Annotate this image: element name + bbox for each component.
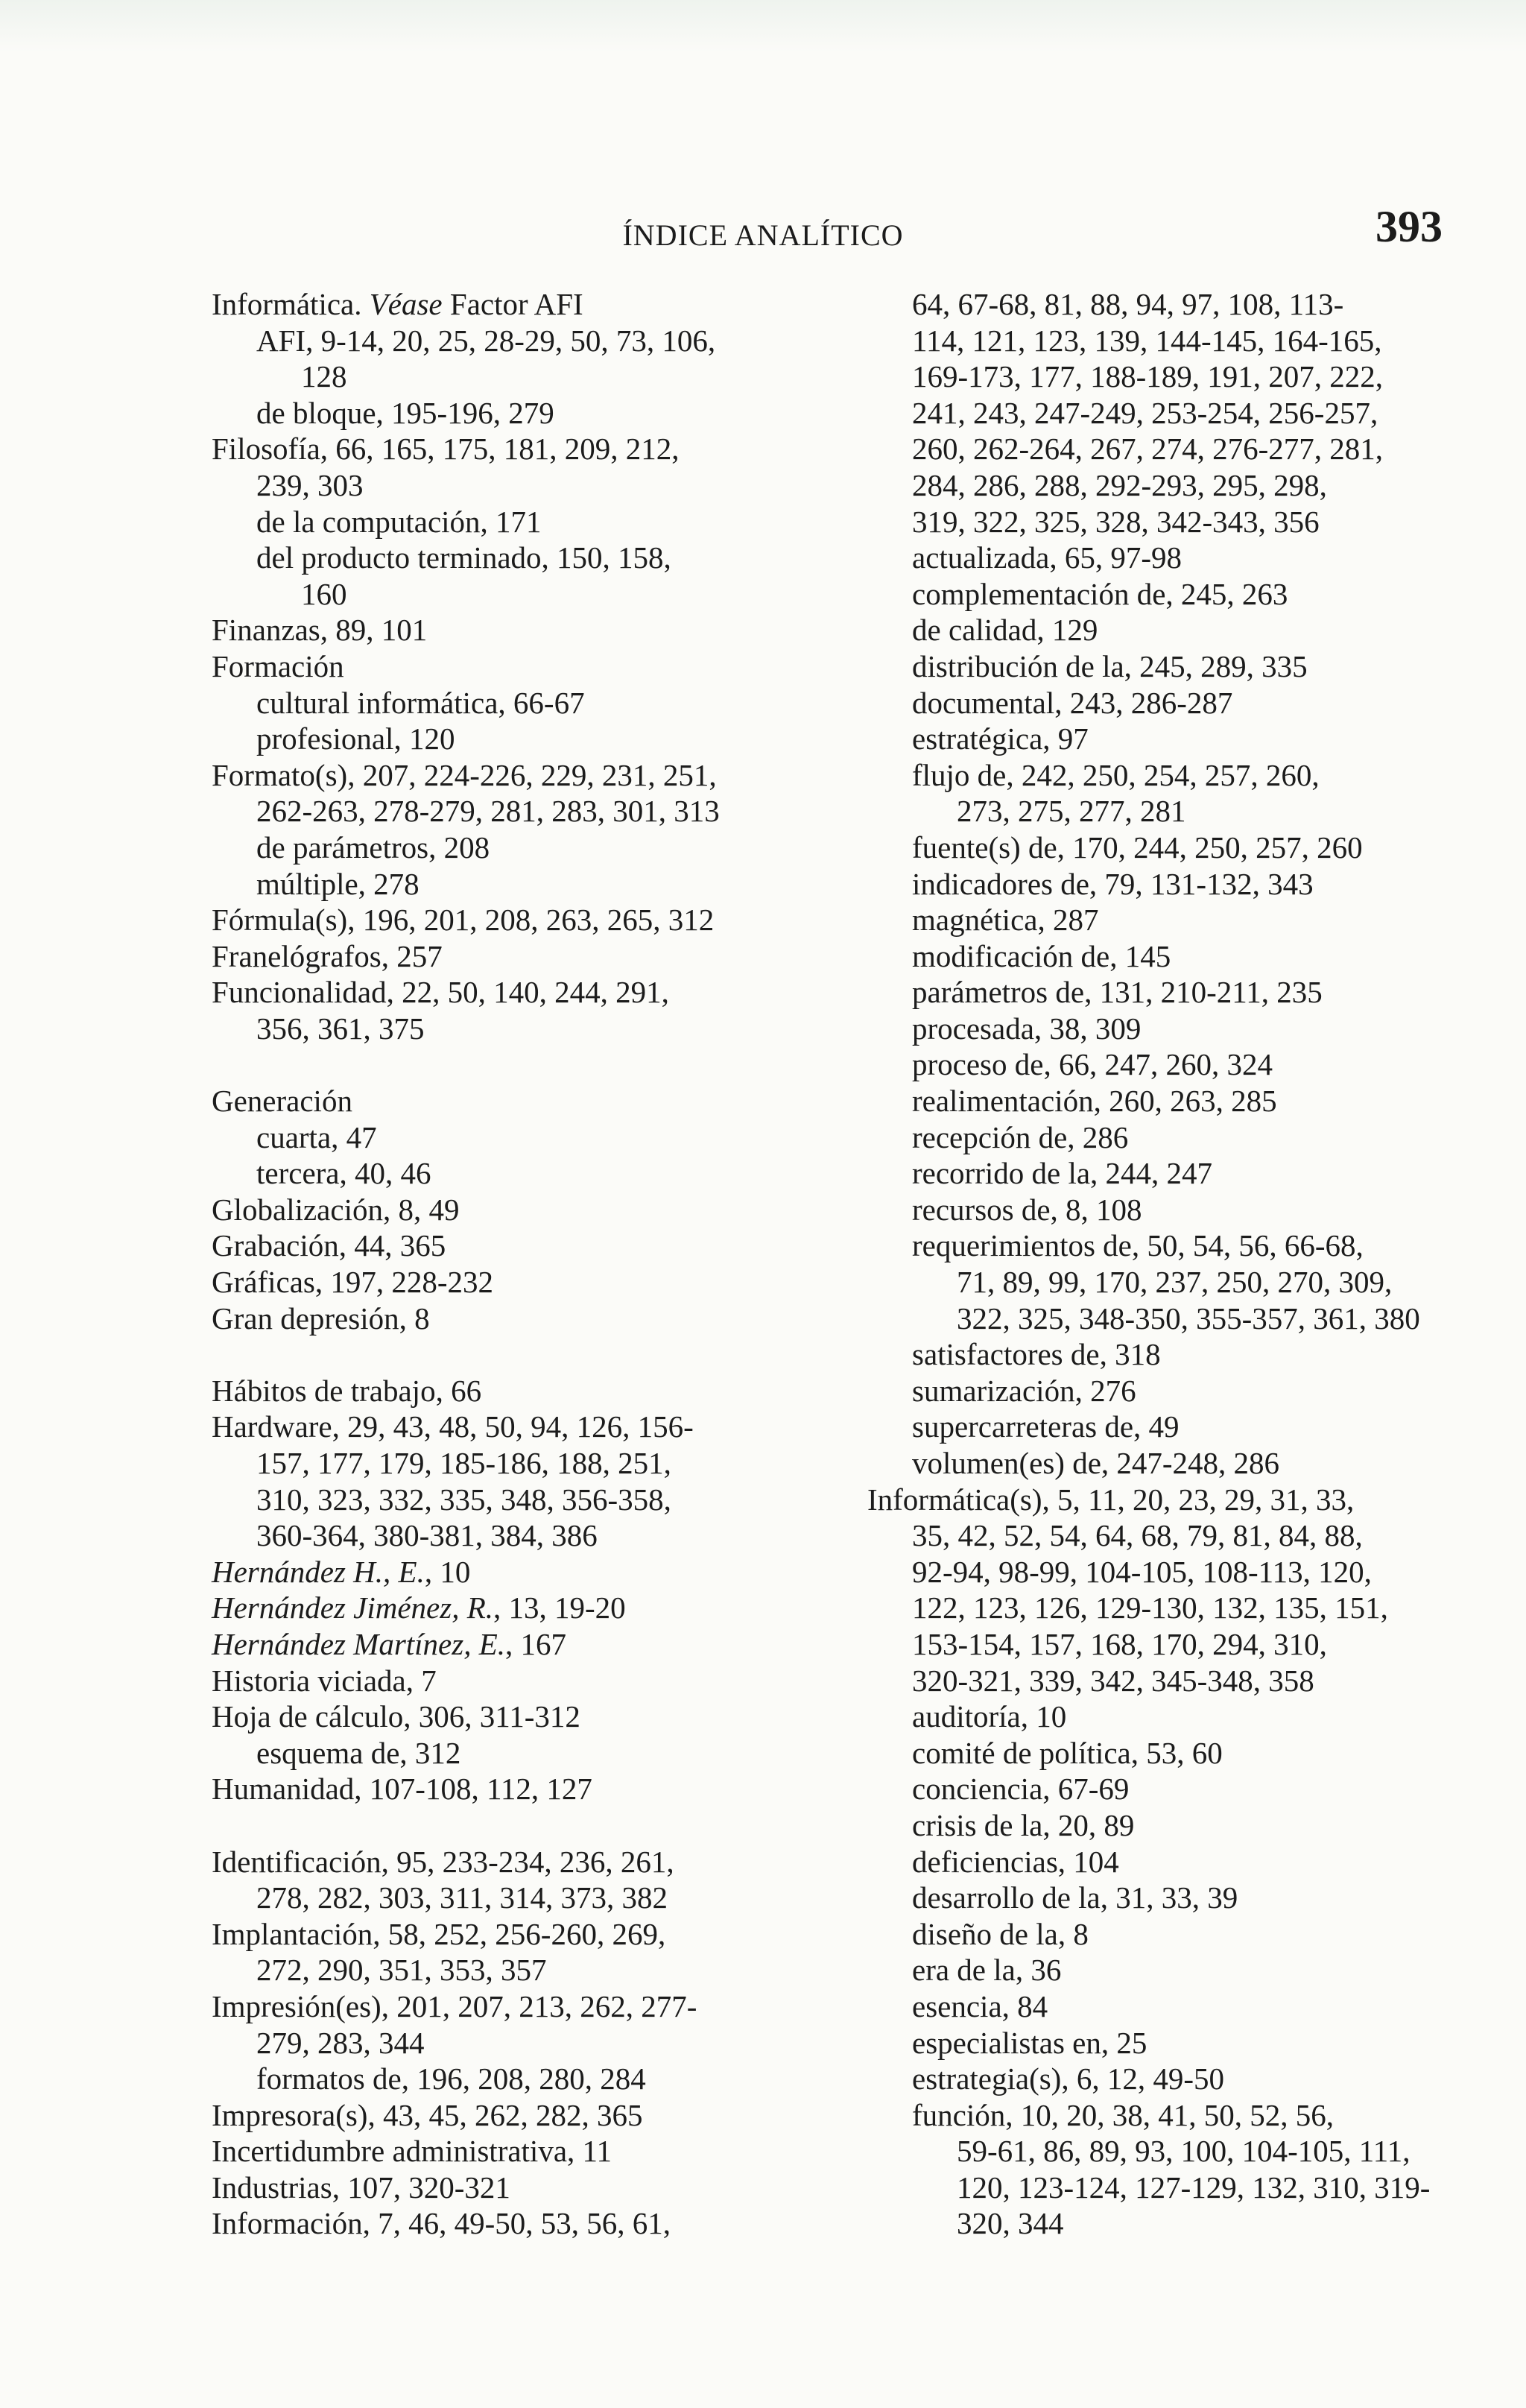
index-entry: Formato(s), 207, 224-226, 229, 231, 251, 262-263, 278-279, 281, 283, 301, 313 xyxy=(212,757,720,829)
index-subentry: conciencia, 67-69 xyxy=(912,1772,1130,1807)
index-subentry: era de la, 36 xyxy=(912,1953,1062,1988)
index-entry: Gran depresión, 8 xyxy=(212,1301,430,1336)
index-subentry: recorrido de la, 244, 247 xyxy=(912,1156,1213,1191)
index-subentry: complementación de, 245, 263 xyxy=(912,576,1288,611)
index-subentry: estrategia(s), 6, 12, 49-50 xyxy=(912,2061,1224,2096)
index-subentry: múltiple, 278 xyxy=(256,866,420,901)
index-entry: Informática. Véase Factor AFI xyxy=(212,287,583,321)
index-subentry: cultural informática, 66-67 xyxy=(256,685,585,720)
index-subentry: profesional, 120 xyxy=(256,721,455,756)
index-subentry: tercera, 40, 46 xyxy=(256,1156,431,1191)
letter-group-gap xyxy=(212,1336,823,1373)
index-subentry: satisfactores de, 318 xyxy=(912,1337,1161,1372)
index-entry: Hernández Martínez, E., 167 xyxy=(212,1626,567,1661)
index-column-right xyxy=(867,286,1501,2242)
index-entry: Impresión(es), 201, 207, 213, 262, 277- 279, 283, 344 xyxy=(212,1988,697,2060)
index-subentry: realimentación, 260, 263, 285 xyxy=(912,1084,1277,1119)
index-subentry: proceso de, 66, 247, 260, 324 xyxy=(912,1047,1273,1082)
index-subentry: magnética, 287 xyxy=(912,903,1099,938)
index-subentry: estratégica, 97 xyxy=(912,721,1089,756)
letter-group-gap xyxy=(212,1046,823,1083)
index-entry: Funcionalidad, 22, 50, 140, 244, 291, 356, 361, 375 xyxy=(212,975,669,1046)
index-subentry: diseño de la, 8 xyxy=(912,1916,1089,1951)
author-name: Hernández H., E. xyxy=(212,1554,425,1589)
index-subentry: de calidad, 129 xyxy=(912,613,1098,648)
index-subentry: AFI, 9-14, 20, 25, 28-29, 50, 73, 106, 128 xyxy=(256,323,716,394)
index-entry: Finanzas, 89, 101 xyxy=(212,613,428,648)
index-column-left xyxy=(212,286,823,2242)
index-subentry: función, 10, 20, 38, 41, 50, 52, 56, 59-61, 86, 89, 93, 100, 104-105, 111, 120, 123-124, 127-129, 132, 310, 319- 320, 344 xyxy=(912,2097,1431,2241)
index-entry: Incertidumbre administrativa, 11 xyxy=(212,2134,612,2169)
index-entry: Humanidad, 107-108, 112, 127 xyxy=(212,1772,592,1807)
index-subentry: de bloque, 195-196, 279 xyxy=(256,395,554,430)
index-entry: Hoja de cálculo, 306, 311-312 xyxy=(212,1699,580,1734)
index-entry-continuation: 64, 67-68, 81, 88, 94, 97, 108, 113- 114, 121, 123, 139, 144-145, 164-165, 169-173, 177, 188-189, 191, 207, 222, 241, 243, 247-249, 253-254, 256-257, 260, 262-264, 267, 274, 276-277, 281, 284, 286, 288, 292-293, 295, 298, 319, 322, 325, 328, 342-343, 356 xyxy=(912,287,1384,539)
index-entry: Hábitos de trabajo, 66 xyxy=(212,1373,482,1408)
index-subentry: comité de política, 53, 60 xyxy=(912,1735,1223,1770)
index-subentry: flujo de, 242, 250, 254, 257, 260, 273, 275, 277, 281 xyxy=(912,757,1320,829)
index-subentry: esencia, 84 xyxy=(912,1988,1048,2023)
index-entry: Generación xyxy=(212,1084,352,1119)
index-entry: Hardware, 29, 43, 48, 50, 94, 126, 156- 157, 177, 179, 185-186, 188, 251, 310, 323, 332, 335, 348, 356-358, 360-364, 380-381, 384, 386 xyxy=(212,1409,694,1553)
index-entry: Informática(s), 5, 11, 20, 23, 29, 31, 33, 35, 42, 52, 54, 64, 68, 79, 81, 84, 88, 92-94, 98-99, 104-105, 108-113, 120, 122, 123, 126, 129-130, 132, 135, 151, 153-154, 157, 168, 170, 294, 310, 320-321, 339, 342, 345-348, 358 xyxy=(867,1482,1388,1698)
index-entry: Industrias, 107, 320-321 xyxy=(212,2170,510,2205)
index-entry: Impresora(s), 43, 45, 262, 282, 365 xyxy=(212,2097,643,2132)
index-subentry: procesada, 38, 309 xyxy=(912,1011,1142,1046)
index-subentry: documental, 243, 286-287 xyxy=(912,685,1233,720)
index-entry: Implantación, 58, 252, 256-260, 269, 272, 290, 351, 353, 357 xyxy=(212,1916,666,1988)
page-number: 393 xyxy=(1375,202,1443,251)
index-subentry: distribución de la, 245, 289, 335 xyxy=(912,648,1308,683)
index-subentry: crisis de la, 20, 89 xyxy=(912,1807,1135,1842)
index-subentry: auditoría, 10 xyxy=(912,1699,1067,1734)
index-subentry: de parámetros, 208 xyxy=(256,829,490,865)
index-subentry: indicadores de, 79, 131-132, 343 xyxy=(912,866,1314,901)
running-head: ÍNDICE ANALÍTICO xyxy=(622,218,904,252)
index-entry: Globalización, 8, 49 xyxy=(212,1192,460,1227)
index-entry: Hernández Jiménez, R., 13, 19-20 xyxy=(212,1590,626,1625)
index-entry: Historia viciada, 7 xyxy=(212,1663,437,1698)
index-entry: Gráficas, 197, 228-232 xyxy=(212,1265,494,1300)
index-entry: Grabación, 44, 365 xyxy=(212,1228,446,1263)
index-subentry: especialistas en, 25 xyxy=(912,2025,1147,2060)
author-name: Hernández Jiménez, R. xyxy=(212,1590,494,1625)
index-subentry: requerimientos de, 50, 54, 56, 66-68, 71, 89, 99, 170, 237, 250, 270, 309, 322, 325, 348-350, 355-357, 361, 380 xyxy=(912,1228,1420,1336)
index-entry: Filosofía, 66, 165, 175, 181, 209, 212, 239, 303 xyxy=(212,432,680,502)
index-subentry: modificación de, 145 xyxy=(912,938,1171,973)
letter-group-gap xyxy=(212,1807,823,1844)
index-entry: Identificación, 95, 233-234, 236, 261, 278, 282, 303, 311, 314, 373, 382 xyxy=(212,1844,674,1915)
index-subentry: del producto terminado, 150, 158, 160 xyxy=(256,540,671,611)
index-subentry: recursos de, 8, 108 xyxy=(912,1192,1142,1227)
author-name: Hernández Martínez, E. xyxy=(212,1626,506,1661)
index-subentry: esquema de, 312 xyxy=(256,1735,461,1770)
index-subentry: desarrollo de la, 31, 33, 39 xyxy=(912,1880,1238,1915)
index-entry: Formación xyxy=(212,648,344,683)
index-subentry: cuarta, 47 xyxy=(256,1119,377,1154)
index-subentry: volumen(es) de, 247-248, 286 xyxy=(912,1446,1280,1480)
index-entry: Hernández H., E., 10 xyxy=(212,1554,471,1589)
index-subentry: supercarreteras de, 49 xyxy=(912,1409,1180,1444)
index-entry: Franelógrafos, 257 xyxy=(212,938,443,973)
index-subentry: sumarización, 276 xyxy=(912,1373,1136,1408)
see-reference: Véase xyxy=(369,287,443,321)
index-subentry: de la computación, 171 xyxy=(256,504,542,539)
page-top-edge xyxy=(0,0,1526,52)
index-entry: Fórmula(s), 196, 201, 208, 263, 265, 312 xyxy=(212,903,715,938)
index-subentry: parámetros de, 131, 210-211, 235 xyxy=(912,975,1323,1010)
index-subentry: formatos de, 196, 208, 280, 284 xyxy=(256,2061,646,2096)
index-subentry: deficiencias, 104 xyxy=(912,1844,1119,1879)
index-subentry: actualizada, 65, 97-98 xyxy=(912,540,1183,575)
index-subentry: fuente(s) de, 170, 244, 250, 257, 260 xyxy=(912,829,1363,865)
index-subentry: recepción de, 286 xyxy=(912,1119,1129,1154)
index-entry: Información, 7, 46, 49-50, 53, 56, 61, xyxy=(212,2206,671,2241)
